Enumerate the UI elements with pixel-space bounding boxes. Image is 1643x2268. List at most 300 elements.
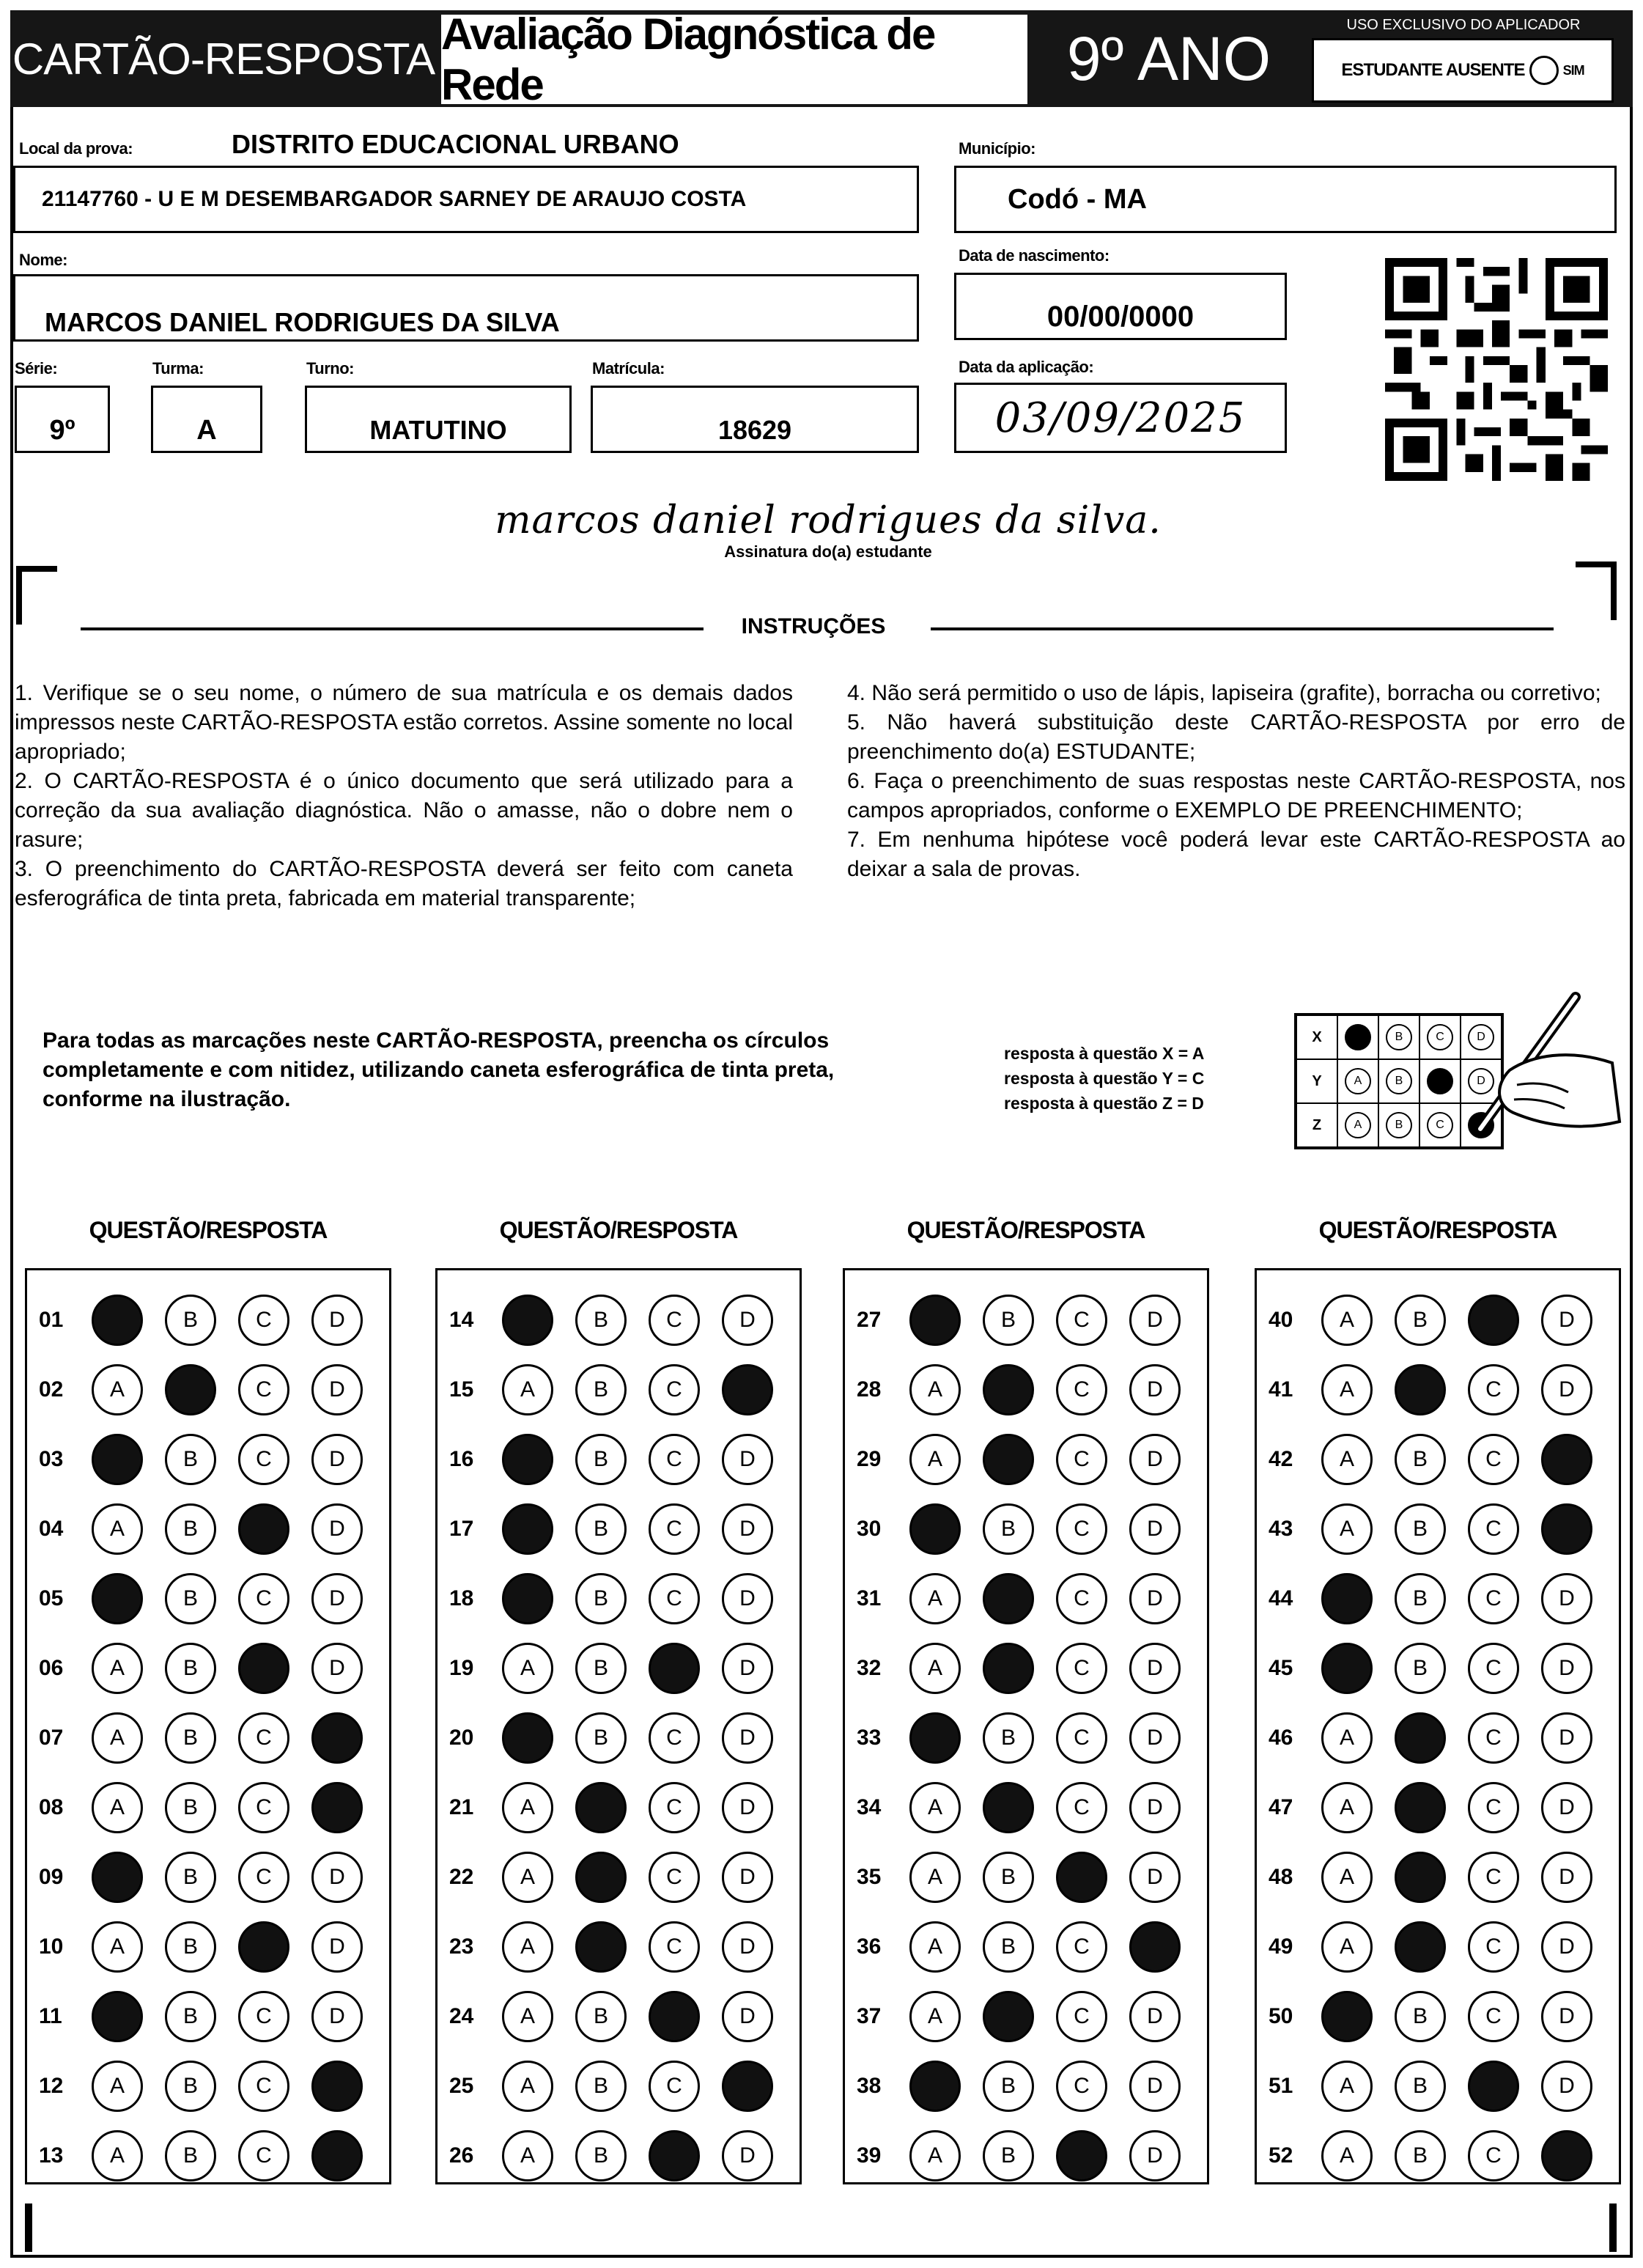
answer-bubble-d[interactable]: D <box>311 1573 363 1624</box>
question-row <box>845 1987 1207 2046</box>
answer-bubble-d[interactable]: D <box>1129 1991 1181 2042</box>
example-cell <box>1378 1015 1419 1059</box>
question-row <box>27 1987 389 2046</box>
question-number: 51 <box>1269 2074 1293 2098</box>
answer-bubble-c[interactable]: C <box>649 1434 700 1485</box>
question-number: 05 <box>39 1586 64 1610</box>
column-title: QUESTÃO/RESPOSTA <box>1318 1217 1557 1243</box>
question-number: 33 <box>857 1726 882 1750</box>
answer-bubble-c[interactable]: C <box>1056 1364 1107 1415</box>
example-bubble-b: B <box>1386 1024 1412 1050</box>
answer-bubble-b[interactable]: B <box>165 1782 216 1833</box>
example-bubble-d: D <box>1468 1024 1494 1050</box>
question-row <box>27 1500 389 1558</box>
shift-value: MATUTINO <box>369 415 507 445</box>
answer-bubble-b[interactable]: B <box>165 1712 216 1764</box>
question-row <box>27 1569 389 1628</box>
answer-bubble-d[interactable]: D <box>1129 2130 1181 2182</box>
answer-bubble-a[interactable] <box>92 1434 143 1485</box>
answer-bubble-c[interactable] <box>238 1921 289 1973</box>
example-bubble-a: A <box>1345 1068 1371 1094</box>
answer-bubble-b[interactable]: B <box>575 1364 627 1415</box>
question-row <box>1257 1569 1619 1628</box>
answer-bubble-a[interactable]: A <box>502 1852 553 1903</box>
answer-bubble-d[interactable]: D <box>311 1852 363 1903</box>
answer-bubble-c[interactable]: C <box>1468 1712 1519 1764</box>
pen-hand-icon <box>1466 990 1627 1158</box>
answer-bubble-c[interactable]: C <box>649 1295 700 1346</box>
answer-bubble-a[interactable]: A <box>1321 1295 1373 1346</box>
answer-bubble-b[interactable]: B <box>1395 1434 1446 1485</box>
answer-bubble-a[interactable]: A <box>92 1364 143 1415</box>
question-row <box>437 1918 800 1976</box>
answer-bubble-d[interactable]: D <box>1129 2061 1181 2112</box>
answer-bubble-d[interactable]: D <box>311 1364 363 1415</box>
answer-bubble-b[interactable]: B <box>1395 2061 1446 2112</box>
answer-bubble-a[interactable]: A <box>1321 2130 1373 2182</box>
answer-bubble-c[interactable] <box>649 1643 700 1694</box>
question-row <box>27 1430 389 1489</box>
answer-bubble-a[interactable] <box>1321 1643 1373 1694</box>
question-number: 35 <box>857 1865 882 1889</box>
answer-bubble-d[interactable]: D <box>1129 1503 1181 1555</box>
answer-bubble-c[interactable]: C <box>1056 1712 1107 1764</box>
answer-bubble-d[interactable]: D <box>1129 1643 1181 1694</box>
answer-bubble-a[interactable] <box>502 1573 553 1624</box>
answer-bubble-b[interactable] <box>575 1782 627 1833</box>
question-row <box>1257 1500 1619 1558</box>
name-value: MARCOS DANIEL RODRIGUES DA SILVA <box>45 307 560 337</box>
answer-bubble-d[interactable]: D <box>1541 1921 1592 1973</box>
corner-bracket-left <box>16 566 57 625</box>
example-row-label: Y <box>1296 1059 1337 1103</box>
instructions-title: INSTRUÇÕES <box>741 614 886 638</box>
answer-bubble-d[interactable]: D <box>1129 1782 1181 1833</box>
answer-bubble-b[interactable]: B <box>165 1643 216 1694</box>
answer-bubble-a[interactable] <box>92 1295 143 1346</box>
answer-bubble-c[interactable]: C <box>238 1852 289 1903</box>
answer-bubble-c[interactable]: C <box>1468 1782 1519 1833</box>
answer-bubble-b[interactable] <box>165 1364 216 1415</box>
answer-bubble-c[interactable]: C <box>238 2061 289 2112</box>
question-number: 46 <box>1269 1726 1293 1750</box>
answer-bubble-c[interactable]: C <box>238 2130 289 2182</box>
question-row <box>1257 2127 1619 2185</box>
answer-bubble-d[interactable]: D <box>311 1503 363 1555</box>
answer-bubble-d[interactable]: D <box>722 2130 773 2182</box>
answer-bubble-b[interactable] <box>1395 1852 1446 1903</box>
answer-bubble-b[interactable]: B <box>165 1573 216 1624</box>
answer-bubble-c[interactable]: C <box>649 1573 700 1624</box>
answer-bubble-c[interactable]: C <box>649 1712 700 1764</box>
answer-bubble-c[interactable]: C <box>1468 1434 1519 1485</box>
answer-bubble-a[interactable]: A <box>92 1782 143 1833</box>
answer-bubble-b[interactable]: B <box>983 2130 1034 2182</box>
answer-bubble-d[interactable]: D <box>722 1712 773 1764</box>
answer-bubble-b[interactable]: B <box>983 1503 1034 1555</box>
answer-bubble-b[interactable]: B <box>1395 1991 1446 2042</box>
answer-bubble-b[interactable]: B <box>165 2061 216 2112</box>
answer-bubble-a[interactable]: A <box>502 1643 553 1694</box>
answer-bubble-d[interactable]: D <box>722 1852 773 1903</box>
answer-bubble-c[interactable]: C <box>1056 1643 1107 1694</box>
answer-bubble-d[interactable]: D <box>722 1295 773 1346</box>
answer-bubble-c[interactable]: C <box>1056 1434 1107 1485</box>
answer-bubble-a[interactable]: A <box>502 1364 553 1415</box>
answer-bubble-c[interactable]: C <box>1468 2130 1519 2182</box>
answer-bubble-c[interactable]: C <box>238 1782 289 1833</box>
answer-bubble-b[interactable] <box>1395 1364 1446 1415</box>
example-line-x: resposta à questão X = A <box>1004 1044 1205 1063</box>
answer-bubble-c[interactable]: C <box>649 1782 700 1833</box>
answer-bubble-a[interactable] <box>92 1991 143 2042</box>
answer-bubble-b[interactable] <box>575 1921 627 1973</box>
question-row <box>1257 1987 1619 2046</box>
answer-bubble-a[interactable] <box>92 1573 143 1624</box>
answer-bubble-d[interactable]: D <box>1129 1712 1181 1764</box>
answer-bubble-a[interactable]: A <box>1321 2061 1373 2112</box>
answer-bubble-b[interactable]: B <box>165 1852 216 1903</box>
instruction-5: 5. Não haverá substituição deste CARTÃO-RESPOSTA por erro de preenchimento do(a) ESTUDANTE; <box>847 710 1625 764</box>
answer-bubble-b[interactable]: B <box>165 1295 216 1346</box>
answer-bubble-d[interactable]: D <box>311 1434 363 1485</box>
answer-bubble-b[interactable]: B <box>1395 2130 1446 2182</box>
answer-bubble-b[interactable]: B <box>575 1573 627 1624</box>
answer-bubble-c[interactable]: C <box>1056 1295 1107 1346</box>
question-number: 02 <box>39 1377 64 1402</box>
question-row <box>845 1639 1207 1698</box>
answer-bubble-c[interactable]: C <box>1468 1991 1519 2042</box>
answer-bubble-b[interactable]: B <box>575 2130 627 2182</box>
answer-bubble-b[interactable]: B <box>575 1643 627 1694</box>
answer-column-2 <box>435 1268 802 2184</box>
question-row <box>1257 1361 1619 1419</box>
question-number: 03 <box>39 1447 64 1471</box>
answer-bubble-d[interactable]: D <box>1541 1643 1592 1694</box>
answer-bubble-d[interactable]: D <box>722 1782 773 1833</box>
answer-bubble-a[interactable] <box>502 1295 553 1346</box>
answer-bubble-c[interactable]: C <box>649 1364 700 1415</box>
example-bubble-d: D <box>1468 1068 1494 1094</box>
answer-bubble-a[interactable] <box>92 1852 143 1903</box>
fill-instruction: Para todas as marcações neste CARTÃO-RESPOSTA, preencha os círculos completamente e com nitidez, utilizando caneta esferográfica de tinta preta, conforme na ilustração. <box>43 1028 835 1111</box>
question-row <box>1257 2057 1619 2116</box>
answer-bubble-a[interactable]: A <box>1321 1434 1373 1485</box>
answer-bubble-a[interactable] <box>909 2061 961 2112</box>
answer-bubble-c[interactable]: C <box>1056 1573 1107 1624</box>
answer-bubble-a[interactable]: A <box>909 2130 961 2182</box>
answer-bubble-a[interactable]: A <box>92 2130 143 2182</box>
answer-bubble-d[interactable] <box>1541 1434 1592 1485</box>
answer-bubble-c[interactable]: C <box>1056 2061 1107 2112</box>
instructions-rule-right <box>931 627 1554 630</box>
question-row <box>1257 1639 1619 1698</box>
answer-bubble-b[interactable] <box>983 1991 1034 2042</box>
grade-label: 9º ANO <box>1066 23 1271 93</box>
answer-bubble-c[interactable]: C <box>649 1921 700 1973</box>
answer-bubble-d[interactable]: D <box>311 1295 363 1346</box>
answer-bubble-a[interactable] <box>502 1712 553 1764</box>
answer-bubble-a[interactable]: A <box>1321 1364 1373 1415</box>
question-row <box>437 1848 800 1907</box>
answer-bubble-a[interactable]: A <box>909 1434 961 1485</box>
answer-bubble-a[interactable] <box>909 1295 961 1346</box>
question-row <box>845 1361 1207 1419</box>
answer-bubble-c[interactable]: C <box>238 1712 289 1764</box>
answer-bubble-c[interactable]: C <box>1468 1921 1519 1973</box>
question-number: 37 <box>857 2004 882 2028</box>
answer-bubble-b[interactable]: B <box>165 1991 216 2042</box>
column-title: QUESTÃO/RESPOSTA <box>907 1217 1145 1243</box>
answer-bubble-d[interactable]: D <box>722 1921 773 1973</box>
answer-bubble-c[interactable]: C <box>1056 1782 1107 1833</box>
answer-bubble-d[interactable] <box>1129 1921 1181 1973</box>
answer-bubble-a[interactable]: A <box>92 1712 143 1764</box>
answer-bubble-c[interactable]: C <box>649 1503 700 1555</box>
answer-bubble-d[interactable]: D <box>311 1643 363 1694</box>
answer-bubble-d[interactable]: D <box>1541 2061 1592 2112</box>
answer-bubble-b[interactable] <box>983 1364 1034 1415</box>
answer-bubble-a[interactable]: A <box>909 1921 961 1973</box>
answer-bubble-b[interactable]: B <box>575 1503 627 1555</box>
answer-bubble-c[interactable]: C <box>238 1434 289 1485</box>
answer-bubble-b[interactable]: B <box>983 1712 1034 1764</box>
question-number: 18 <box>449 1586 474 1610</box>
answer-bubble-c[interactable] <box>1468 2061 1519 2112</box>
answer-bubble-c[interactable]: C <box>1468 1503 1519 1555</box>
answer-bubble-c[interactable]: C <box>1468 1364 1519 1415</box>
question-row <box>437 2127 800 2185</box>
question-row <box>27 2127 389 2185</box>
answer-bubble-b[interactable]: B <box>165 1921 216 1973</box>
question-number: 25 <box>449 2074 474 2098</box>
answer-bubble-d[interactable] <box>311 1782 363 1833</box>
answer-bubble-b[interactable] <box>575 1852 627 1903</box>
answer-bubble-a[interactable]: A <box>502 1782 553 1833</box>
answer-bubble-d[interactable] <box>311 2130 363 2182</box>
answer-bubble-c[interactable] <box>1056 1852 1107 1903</box>
answer-bubble-a[interactable]: A <box>502 1921 553 1973</box>
answer-bubble-a[interactable]: A <box>92 2061 143 2112</box>
answer-bubble-c[interactable]: C <box>238 1295 289 1346</box>
answer-bubble-a[interactable] <box>502 1434 553 1485</box>
answer-bubble-c[interactable]: C <box>649 2061 700 2112</box>
answer-bubble-a[interactable] <box>1321 1573 1373 1624</box>
question-number: 34 <box>857 1795 882 1819</box>
absent-bubble[interactable] <box>1529 56 1559 85</box>
birth-label: Data de nascimento: <box>959 246 1110 265</box>
question-row <box>27 1639 389 1698</box>
question-number: 20 <box>449 1726 474 1750</box>
answer-bubble-c[interactable]: C <box>1468 1852 1519 1903</box>
answer-bubble-d[interactable]: D <box>1129 1434 1181 1485</box>
answer-bubble-c[interactable] <box>649 1991 700 2042</box>
example-cell <box>1419 1059 1461 1103</box>
answer-bubble-a[interactable]: A <box>92 1643 143 1694</box>
question-number: 28 <box>857 1377 882 1402</box>
answer-bubble-a[interactable]: A <box>502 1991 553 2042</box>
answer-bubble-d[interactable]: D <box>1541 1782 1592 1833</box>
applicator-caption: USO EXCLUSIVO DO APLICADOR <box>1346 17 1581 33</box>
answer-bubble-a[interactable]: A <box>1321 1852 1373 1903</box>
answer-bubble-b[interactable]: B <box>1395 1643 1446 1694</box>
answer-bubble-c[interactable]: C <box>1056 1921 1107 1973</box>
answer-bubble-c[interactable] <box>1056 2130 1107 2182</box>
bottom-mark-left <box>25 2203 32 2252</box>
question-number: 15 <box>449 1377 474 1402</box>
answer-bubble-d[interactable]: D <box>1541 1991 1592 2042</box>
enrollment-field <box>591 386 919 453</box>
answer-bubble-b[interactable]: B <box>165 2130 216 2182</box>
answer-bubble-d[interactable]: D <box>1541 1852 1592 1903</box>
answer-bubble-c[interactable]: C <box>649 1852 700 1903</box>
answer-bubble-a[interactable]: A <box>909 1643 961 1694</box>
instruction-1: 1. Verifique se o seu nome, o número de sua matrícula e os demais dados impressos neste CARTÃO-RESPOSTA estão corretos. Assine somente no local apropriado; <box>15 681 793 764</box>
answer-bubble-d[interactable]: D <box>1129 1852 1181 1903</box>
question-number: 44 <box>1269 1586 1293 1610</box>
answer-bubble-b[interactable]: B <box>1395 1503 1446 1555</box>
instructions-left <box>15 679 793 913</box>
location-district: DISTRITO EDUCACIONAL URBANO <box>232 129 679 159</box>
answer-bubble-a[interactable]: A <box>1321 1921 1373 1973</box>
answer-bubble-d[interactable]: D <box>722 1991 773 2042</box>
answer-bubble-d[interactable]: D <box>1129 1364 1181 1415</box>
answer-column-3 <box>843 1268 1209 2184</box>
answer-bubble-d[interactable]: D <box>722 1503 773 1555</box>
answer-bubble-b[interactable] <box>983 1434 1034 1485</box>
answer-bubble-b[interactable] <box>983 1782 1034 1833</box>
answer-bubble-d[interactable] <box>311 2061 363 2112</box>
question-number: 49 <box>1269 1934 1293 1959</box>
answer-bubble-b[interactable] <box>983 1643 1034 1694</box>
question-number: 29 <box>857 1447 882 1471</box>
answer-bubble-a[interactable]: A <box>909 1573 961 1624</box>
question-number: 22 <box>449 1865 474 1889</box>
answer-bubble-d[interactable]: D <box>722 1643 773 1694</box>
question-row <box>27 2057 389 2116</box>
municipality-label: Município: <box>959 139 1035 158</box>
answer-bubble-d[interactable]: D <box>311 1991 363 2042</box>
answer-bubble-a[interactable]: A <box>909 1364 961 1415</box>
answer-bubble-d[interactable] <box>1541 1503 1592 1555</box>
class-field <box>151 386 262 453</box>
question-row <box>437 1361 800 1419</box>
answer-bubble-b[interactable]: B <box>983 1295 1034 1346</box>
answer-bubble-a[interactable]: A <box>909 1782 961 1833</box>
answer-bubble-b[interactable]: B <box>165 1434 216 1485</box>
answer-bubble-b[interactable]: B <box>575 1991 627 2042</box>
answer-bubble-a[interactable]: A <box>502 2061 553 2112</box>
example-bubble-a: A <box>1345 1112 1371 1138</box>
answer-bubble-b[interactable]: B <box>1395 1573 1446 1624</box>
answer-bubble-d[interactable] <box>722 1364 773 1415</box>
answer-bubble-b[interactable]: B <box>165 1503 216 1555</box>
question-number: 09 <box>39 1865 64 1889</box>
answer-bubble-b[interactable]: B <box>983 1921 1034 1973</box>
answer-bubble-a[interactable]: A <box>1321 1503 1373 1555</box>
series-field <box>15 386 110 453</box>
answer-bubble-c[interactable]: C <box>1468 1573 1519 1624</box>
question-row <box>845 1569 1207 1628</box>
answer-bubble-b[interactable]: B <box>983 2061 1034 2112</box>
answer-bubble-b[interactable] <box>1395 1921 1446 1973</box>
answer-bubble-c[interactable]: C <box>1056 1991 1107 2042</box>
question-row <box>437 1291 800 1350</box>
answer-bubble-a[interactable]: A <box>502 2130 553 2182</box>
answer-bubble-a[interactable] <box>502 1503 553 1555</box>
answer-bubble-c[interactable]: C <box>238 1364 289 1415</box>
answer-bubble-c[interactable]: C <box>1056 1503 1107 1555</box>
answer-bubble-d[interactable]: D <box>1129 1573 1181 1624</box>
question-row <box>437 1569 800 1628</box>
answer-bubble-d[interactable]: D <box>1541 1295 1592 1346</box>
answer-bubble-b[interactable] <box>1395 1782 1446 1833</box>
answer-bubble-d[interactable] <box>311 1712 363 1764</box>
answer-bubble-c[interactable] <box>649 2130 700 2182</box>
answer-bubble-a[interactable]: A <box>909 1852 961 1903</box>
answer-bubble-a[interactable] <box>909 1503 961 1555</box>
answer-bubble-a[interactable]: A <box>92 1503 143 1555</box>
answer-bubble-b[interactable]: B <box>983 1852 1034 1903</box>
example-line-y: resposta à questão Y = C <box>1004 1069 1205 1088</box>
question-number: 24 <box>449 2004 474 2028</box>
example-line-z: resposta à questão Z = D <box>1004 1094 1204 1113</box>
answer-bubble-b[interactable] <box>983 1573 1034 1624</box>
column-title: QUESTÃO/RESPOSTA <box>499 1217 738 1243</box>
question-row <box>27 1709 389 1767</box>
answer-bubble-d[interactable]: D <box>1541 1364 1592 1415</box>
question-row <box>845 2057 1207 2116</box>
question-row <box>845 1778 1207 1837</box>
answer-bubble-c[interactable] <box>1468 1295 1519 1346</box>
answer-bubble-d[interactable]: D <box>1541 1712 1592 1764</box>
answer-bubble-c[interactable]: C <box>238 1573 289 1624</box>
answer-bubble-a[interactable]: A <box>1321 1712 1373 1764</box>
question-number: 19 <box>449 1656 474 1680</box>
answer-bubble-c[interactable]: C <box>238 1991 289 2042</box>
answer-bubble-c[interactable]: C <box>1468 1643 1519 1694</box>
answer-bubble-a[interactable]: A <box>909 1991 961 2042</box>
answer-bubble-b[interactable]: B <box>575 1295 627 1346</box>
answer-bubble-b[interactable]: B <box>575 1712 627 1764</box>
question-number: 48 <box>1269 1865 1293 1889</box>
answer-bubble-d[interactable]: D <box>722 1573 773 1624</box>
answer-bubble-b[interactable] <box>1395 1712 1446 1764</box>
question-number: 47 <box>1269 1795 1293 1819</box>
answer-bubble-c[interactable] <box>238 1503 289 1555</box>
answer-bubble-a[interactable]: A <box>1321 1782 1373 1833</box>
answer-bubble-b[interactable]: B <box>575 2061 627 2112</box>
question-number: 16 <box>449 1447 474 1471</box>
example-cell <box>1337 1059 1378 1103</box>
example-row-label: X <box>1296 1015 1337 1059</box>
answer-bubble-a[interactable]: A <box>92 1921 143 1973</box>
answer-bubble-d[interactable] <box>722 2061 773 2112</box>
answer-bubble-d[interactable]: D <box>311 1921 363 1973</box>
answer-bubble-d[interactable]: D <box>1129 1295 1181 1346</box>
answer-bubble-b[interactable]: B <box>1395 1295 1446 1346</box>
answer-bubble-a[interactable] <box>1321 1991 1373 2042</box>
example-bubble-a <box>1345 1024 1371 1050</box>
answer-bubble-b[interactable]: B <box>575 1434 627 1485</box>
instructions-right <box>847 679 1625 884</box>
answer-bubble-c[interactable] <box>238 1643 289 1694</box>
answer-bubble-d[interactable]: D <box>722 1434 773 1485</box>
answer-bubble-d[interactable]: D <box>1541 1573 1592 1624</box>
answer-bubble-d[interactable] <box>1541 2130 1592 2182</box>
answer-bubble-a[interactable] <box>909 1712 961 1764</box>
application-date-field <box>954 383 1287 453</box>
